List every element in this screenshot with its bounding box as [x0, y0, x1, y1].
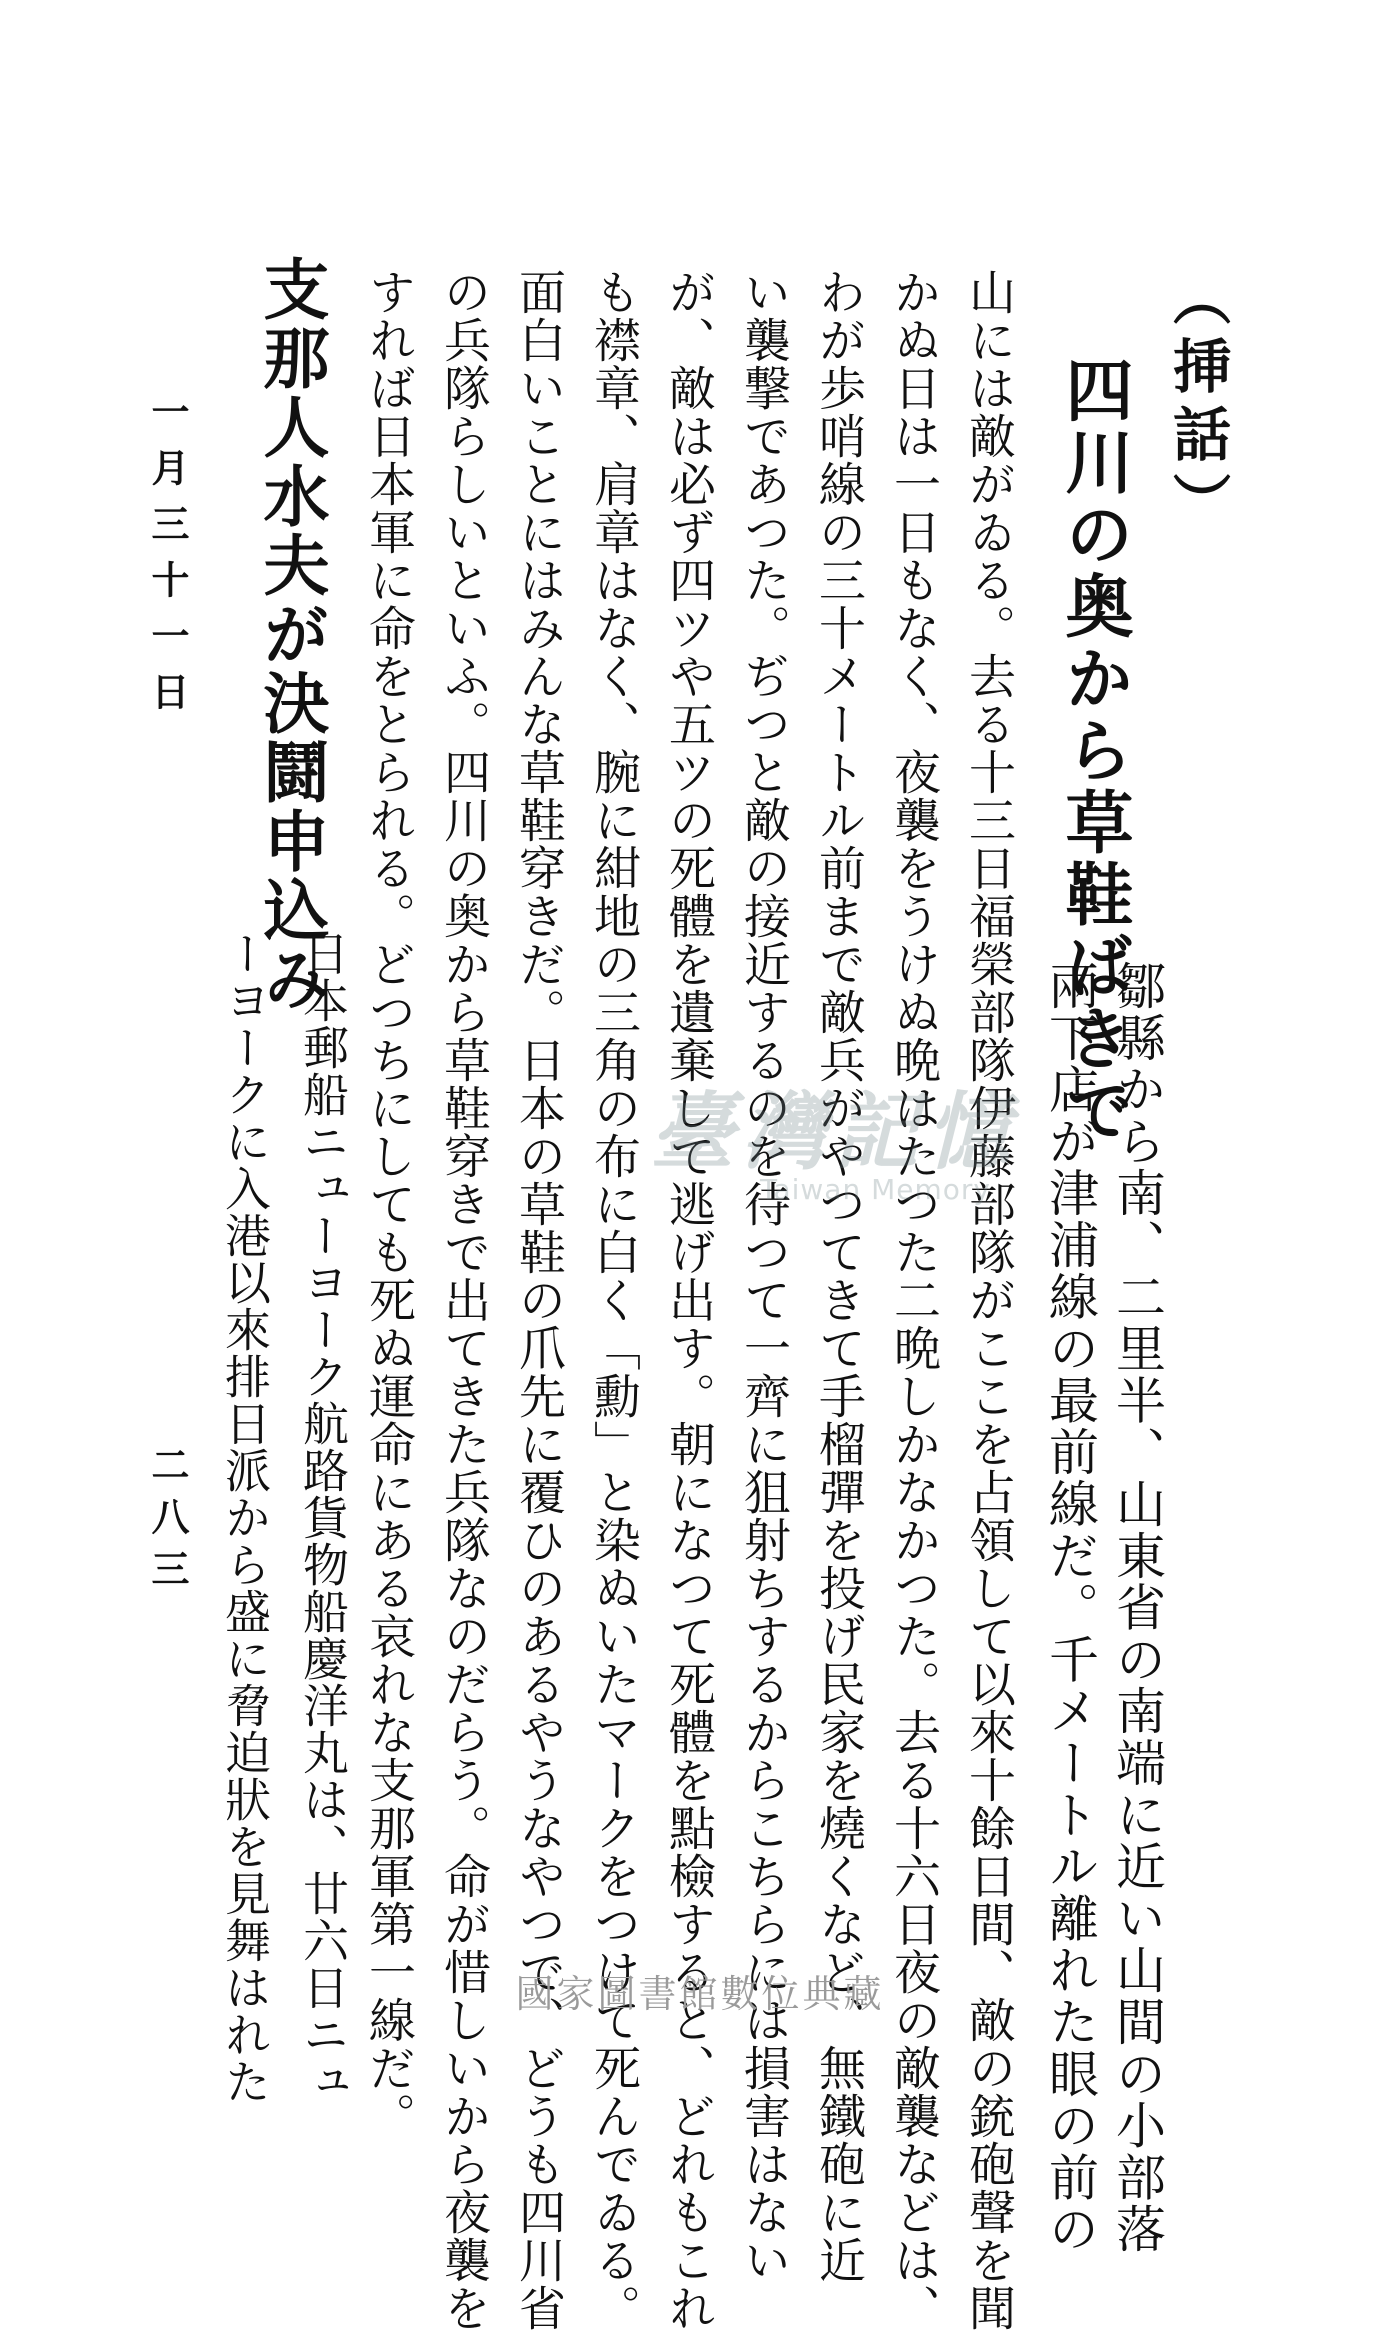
section-tag: （挿話） [1163, 268, 1231, 540]
article-1-line-8: も襟章、肩章はなく、腕に紺地の三角の布に白く「勳」と染ぬいたマークをつけて死んでゐる。 [586, 268, 641, 2332]
watermark-text: 臺灣記憶 [650, 1082, 1019, 1181]
article-title-2: 支那人水夫が決鬪申込み [252, 255, 330, 1014]
article-1-line-10: の兵隊らしいといふ。四川の奥から草鞋穿きで出てきた兵隊なのだらう。命が惜しいから夜襲を [436, 268, 491, 2332]
page-number: 二八三 [145, 1445, 190, 1601]
article-1-line-1: 鄒縣から南、二里半、山東省の南端に近い山間の小部落 [1108, 960, 1166, 2255]
article-1-line-2: 兩下店が津浦線の最前線だ。千メートル離れた眼の前の [1041, 960, 1099, 2255]
article-2-line-2: ーヨークに入港以來排日派から盛に脅迫狀を見舞はれた [218, 930, 272, 2105]
article-1-line-5: わが歩哨線の三十メートル前まで敵兵がやつてきて手榴彈を投げ民家を燒くなど、無鐵砲に近 [811, 268, 866, 2284]
article-1-line-3: 山には敵がゐる。去る十三日福榮部隊伊藤部隊がここを占領して以來十餘日間、敵の銃砲聲を聞 [961, 268, 1016, 2332]
article-1-line-9: 面白いことにはみんな草鞋穿きだ。日本の草鞋の爪先に覆ひのあるやうなやつで、どうも四川省 [511, 268, 566, 2332]
watermark-subtext: Taiwan Memory [760, 1173, 991, 1206]
footer-credit: 國家圖書館數位典藏 [515, 1972, 885, 2016]
watermark-logo [650, 1065, 1080, 1235]
article-2-line-1: 日本郵船ニューヨーク航路貨物船慶洋丸は、廿六日ニュ [296, 930, 350, 2105]
article-1-line-11: すれば日本軍に命をとられる。どつちにしても死ぬ運命にある哀れな支那軍第一線だ。 [361, 268, 416, 2140]
article-title-1: 四川の奥から草鞋ばきで [1054, 355, 1134, 1147]
article-1-line-4: かぬ日は一日もなく、夜襲をうけぬ晩はたつた二晩しかなかつた。去る十六日夜の敵襲などは、 [886, 268, 941, 2332]
article-1-line-7: が、敵は必ず四ツや五ツの死體を遺棄して逃げ出す。朝になつて死體を點檢すると、どれもこれ [661, 268, 716, 2332]
article-1-line-6: い襲撃であつた。ぢつと敵の接近するのを待つて一齊に狙射ちするからこちらには損害はない [736, 268, 791, 2284]
date-header: 一月三十一日 [145, 392, 190, 728]
